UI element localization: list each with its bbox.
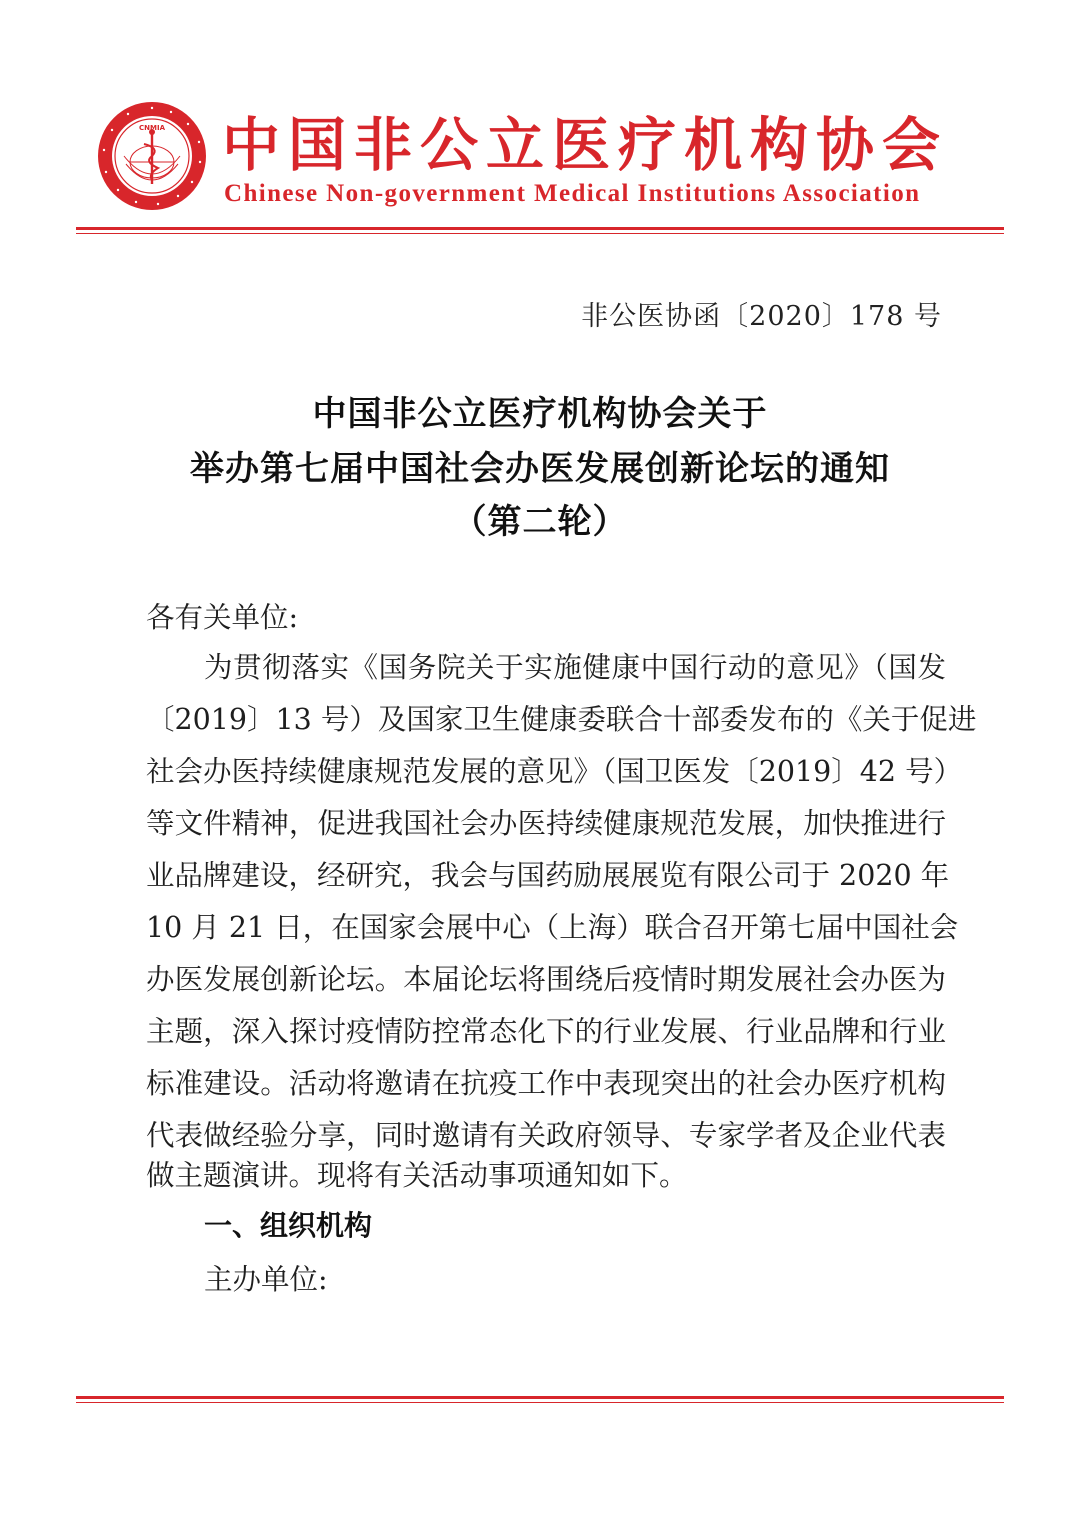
paragraph-line: 做主题演讲。现将有关活动事项通知如下。 bbox=[146, 1159, 688, 1192]
paragraph-line: 主题，深入探讨疫情防控常态化下的行业发展、行业品牌和行业 bbox=[146, 1015, 946, 1048]
salutation: 各有关单位: bbox=[146, 601, 299, 634]
paragraph-line: 10 月 21 日，在国家会展中心（上海）联合召开第七届中国社会 bbox=[146, 911, 959, 944]
paragraph-line: 为贯彻落实《国务院关于实施健康中国行动的意见》（国发 bbox=[204, 651, 946, 684]
document-number: 非公医协函〔2020〕178 号 bbox=[581, 301, 942, 332]
paragraph-line: 〔2019〕13 号）及国家卫生健康委联合十部委发布的《关于促进 bbox=[146, 703, 977, 736]
paragraph-line: 代表做经验分享，同时邀请有关政府领导、专家学者及企业代表 bbox=[146, 1119, 946, 1152]
paragraph-line: 办医发展创新论坛。本届论坛将围绕后疫情时期发展社会办医为 bbox=[146, 963, 946, 996]
logo-text: CNMIA bbox=[139, 124, 165, 132]
association-seal-logo bbox=[96, 100, 208, 212]
organization-name-english: Chinese Non-government Medical Institutions Association bbox=[224, 180, 921, 207]
document-title-line: 举办第七届中国社会办医发展创新论坛的通知 bbox=[190, 449, 890, 489]
section-heading: 一、组织机构 bbox=[204, 1209, 373, 1242]
paragraph-line: 业品牌建设，经研究，我会与国药励展展览有限公司于 2020 年 bbox=[146, 859, 950, 892]
paragraph-line: 等文件精神，促进我国社会办医持续健康规范发展，加快推进行 bbox=[146, 807, 946, 840]
paragraph-line: 社会办医持续健康规范发展的意见》（国卫医发〔2019〕42 号） bbox=[146, 755, 963, 788]
organization-name-chinese: 中国非公立医疗机构协会 bbox=[222, 111, 949, 179]
letterhead-divider bbox=[76, 227, 1004, 234]
letterhead bbox=[0, 0, 1080, 240]
document-title-line: 中国非公立医疗机构协会关于 bbox=[312, 394, 768, 434]
organizer-label: 主办单位: bbox=[204, 1263, 328, 1296]
paragraph-line: 标准建设。活动将邀请在抗疫工作中表现突出的社会办医疗机构 bbox=[146, 1067, 946, 1100]
document-title-line: （第二轮） bbox=[452, 502, 628, 542]
footer-divider bbox=[76, 1396, 1004, 1403]
